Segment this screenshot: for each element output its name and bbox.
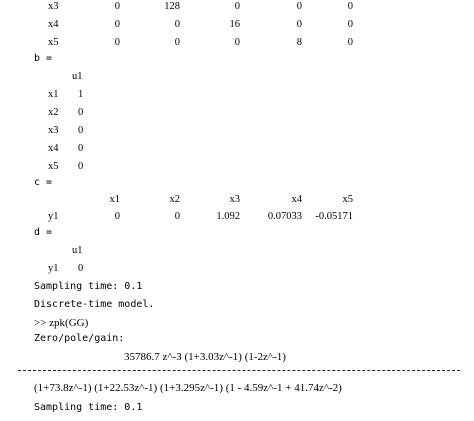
a-cell: 0 — [114, 1, 120, 12]
a-cell: 0 — [234, 1, 240, 12]
b-cell: 0 — [78, 107, 84, 118]
c-cell: 0 — [174, 211, 180, 222]
a-cell: 0 — [347, 19, 353, 30]
a-cell: 0 — [296, 19, 302, 30]
zpk-title: Zero/pole/gain: — [34, 333, 125, 344]
b-cell: 0 — [78, 125, 84, 136]
b-cell: 1 — [78, 89, 84, 100]
a-cell: 0 — [347, 1, 353, 12]
sampling-time-line-2: Sampling time: 0.1 — [34, 402, 143, 413]
a-cell: 0 — [174, 19, 180, 30]
b-cell: 0 — [78, 161, 84, 172]
c-cell: 1.092 — [216, 211, 240, 222]
a-cell: 8 — [296, 37, 302, 48]
c-cell: 0 — [114, 211, 120, 222]
d-header: u1 — [72, 245, 83, 256]
zpk-numerator: 35786.7 z^-3 (1+3.03z^-1) (1-2z^-1) — [124, 351, 286, 363]
zpk-denominator: (1+73.8z^-1) (1+22.53z^-1) (1+3.295z^-1) (1 - 4.59z^-1 + 41.74z^-2) — [34, 382, 342, 394]
c-title: c = — [34, 177, 53, 188]
a-row-label: x3 — [48, 1, 59, 12]
c-cell: 0.07033 — [267, 211, 302, 222]
c-header: x1 — [109, 194, 120, 205]
b-row-label: x1 — [48, 89, 59, 100]
c-header: x4 — [291, 194, 302, 205]
b-row-label: x2 — [48, 107, 59, 118]
c-header: x2 — [169, 194, 180, 205]
b-row-label: x3 — [48, 125, 59, 136]
a-cell: 0 — [347, 37, 353, 48]
command-prompt-line: >> zpk(GG) — [34, 317, 89, 329]
a-cell: 0 — [234, 37, 240, 48]
a-cell: 0 — [114, 19, 120, 30]
a-cell: 128 — [164, 1, 180, 12]
c-header: x3 — [229, 194, 240, 205]
b-row-label: x4 — [48, 143, 59, 154]
sampling-time-line: Sampling time: 0.1 — [34, 281, 143, 292]
b-header: u1 — [72, 71, 83, 82]
a-cell: 0 — [174, 37, 180, 48]
b-title: b = — [34, 53, 53, 64]
a-cell: 0 — [296, 1, 302, 12]
b-row-label: x5 — [48, 161, 59, 172]
model-type-line: Discrete-time model. — [34, 299, 155, 310]
a-row-label: x4 — [48, 19, 59, 30]
c-header: x5 — [342, 194, 353, 205]
a-row-label: x5 — [48, 37, 59, 48]
c-row-label: y1 — [48, 211, 59, 222]
b-cell: 0 — [78, 143, 84, 154]
d-cell: 0 — [78, 263, 84, 274]
fraction-divider — [18, 370, 460, 371]
a-cell: 16 — [229, 19, 240, 30]
a-cell: 0 — [114, 37, 120, 48]
d-title: d = — [34, 227, 53, 238]
c-cell: -0.05171 — [315, 211, 353, 222]
d-row-label: y1 — [48, 263, 59, 274]
